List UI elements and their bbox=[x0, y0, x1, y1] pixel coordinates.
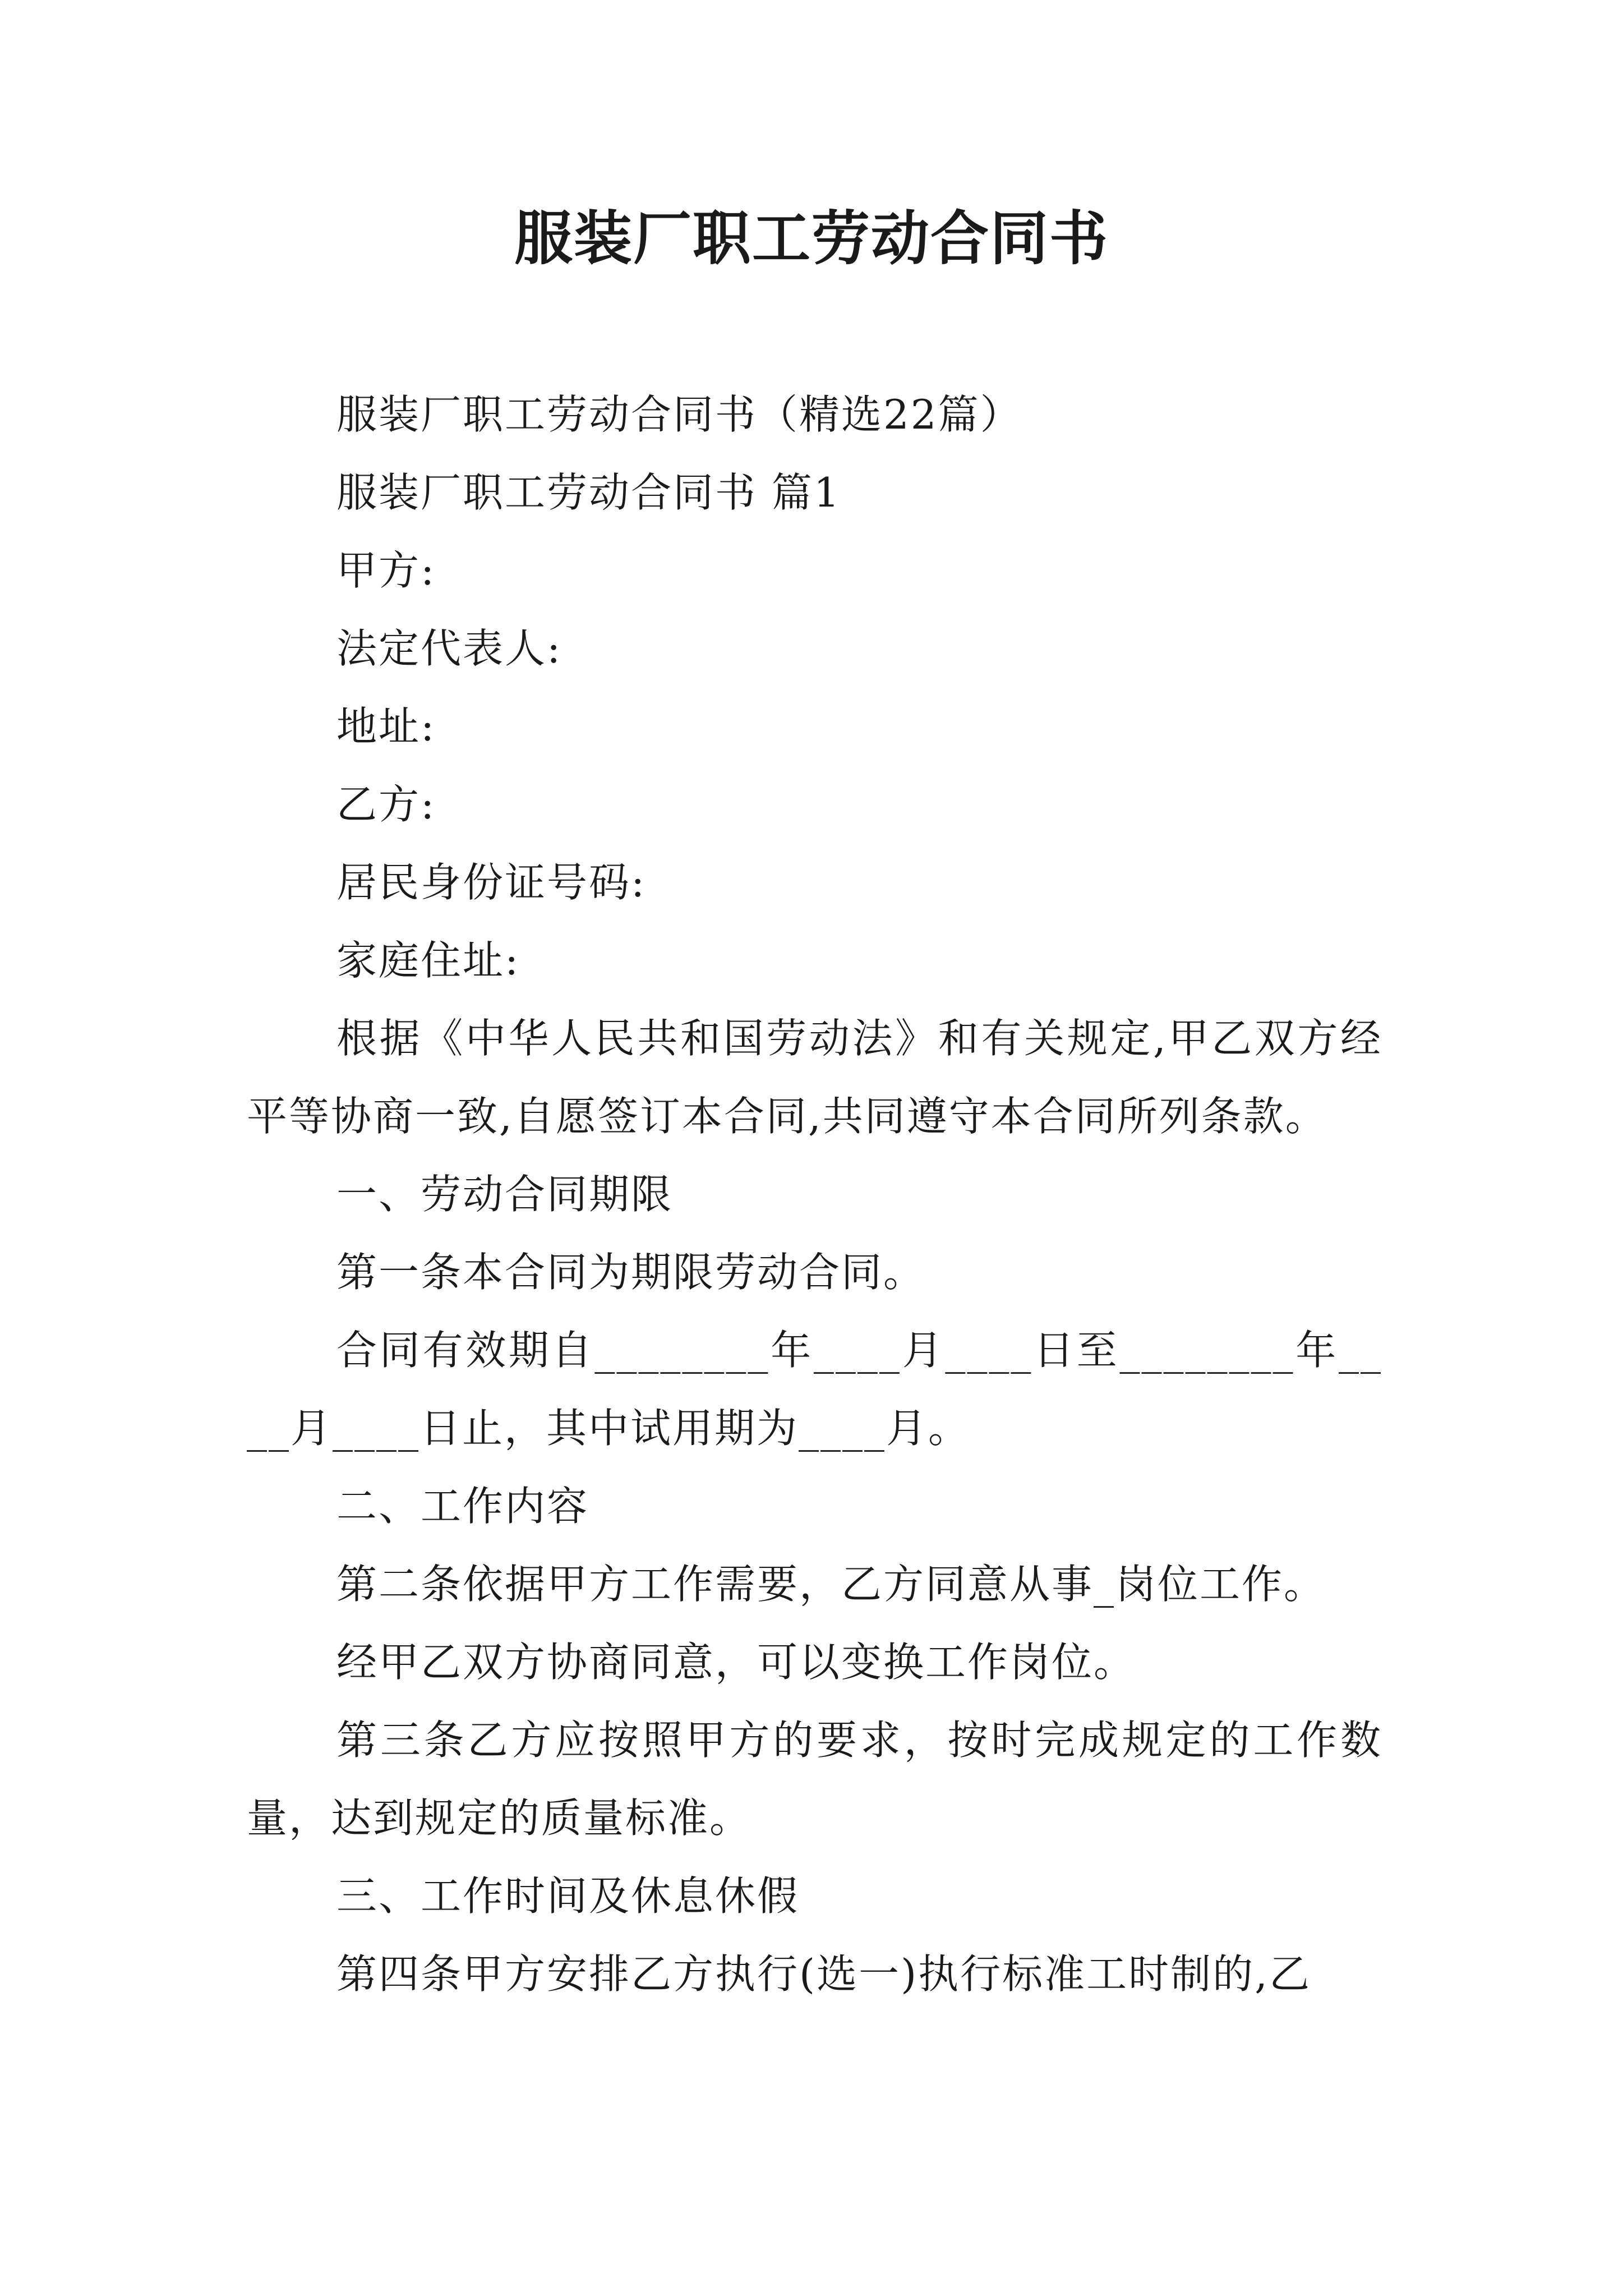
paragraph-subtitle: 服装厂职工劳动合同书（精选22篇） bbox=[336, 391, 1022, 438]
paragraph-article-1: 第一条本合同为期限劳动合同。 bbox=[336, 1249, 926, 1296]
paragraph-address: 地址: bbox=[336, 703, 436, 750]
paragraph-legal-representative: 法定代表人: bbox=[336, 625, 562, 672]
paragraph-party-a: 甲方: bbox=[336, 547, 436, 594]
document-title: 服装厂职工劳动合同书 bbox=[514, 204, 1109, 273]
paragraph-article-2: 第二条依据甲方工作需要，乙方同意从事_岗位工作。 bbox=[336, 1561, 1326, 1608]
paragraph-article-4: 第四条甲方安排乙方执行(选一)执行标准工时制的,乙 bbox=[336, 1950, 1312, 1998]
paragraph-heading-work-content: 二、工作内容 bbox=[336, 1483, 589, 1530]
paragraph-id-number: 居民身份证号码: bbox=[336, 859, 647, 906]
document-body bbox=[247, 376, 1382, 2013]
paragraph-position-change: 经甲乙双方协商同意，可以变换工作岗位。 bbox=[336, 1639, 1136, 1686]
paragraph-contract-period: 合同有效期自________年____月____日至________年____月____日止，其中试用期为____月。 bbox=[247, 1327, 1382, 1452]
paragraph-party-b: 乙方: bbox=[336, 781, 436, 828]
paragraph-heading-term: 一、劳动合同期限 bbox=[336, 1171, 674, 1218]
paragraph-article-3: 第三条乙方应按照甲方的要求，按时完成规定的工作数量，达到规定的质量标准。 bbox=[247, 1717, 1382, 1842]
paragraph-section-heading: 服装厂职工劳动合同书 篇1 bbox=[336, 469, 841, 516]
paragraph-home-address: 家庭住址: bbox=[336, 937, 520, 984]
paragraph-heading-work-time: 三、工作时间及休息休假 bbox=[336, 1872, 800, 1920]
paragraph-preamble: 根据《中华人民共和国劳动法》和有关规定,甲乙双方经平等协商一致,自愿签订本合同,共同遵守本合同所列条款。 bbox=[247, 1015, 1382, 1140]
